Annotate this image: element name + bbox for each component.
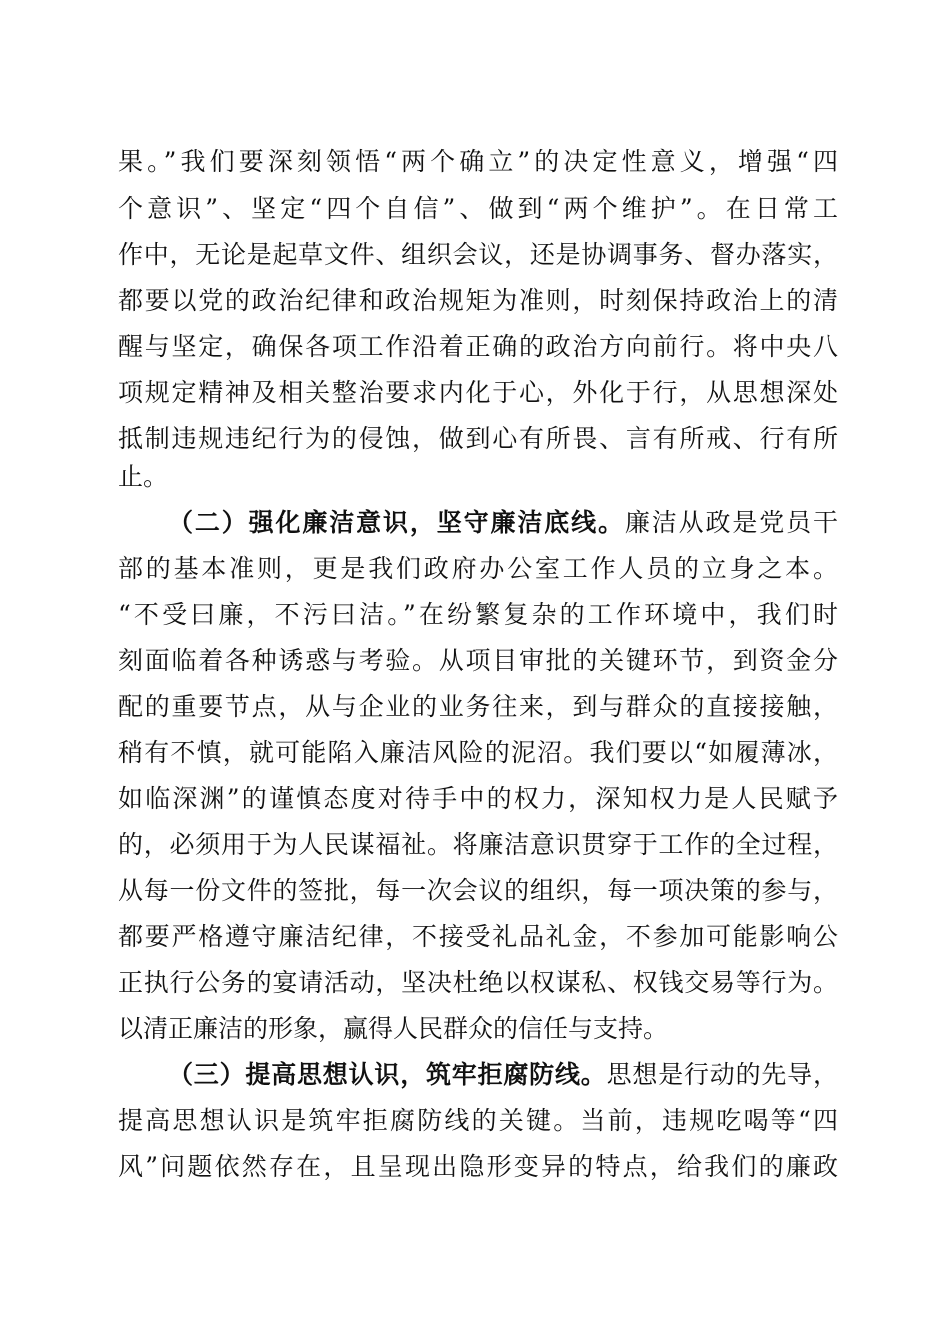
- section-3-first-line-text: 思想是行动的先导，: [606, 1060, 838, 1089]
- paragraph-2-line-2: 部的基本准则，更是我们政府办公室工作人员的立身之本。: [118, 554, 838, 583]
- paragraph-2-line-7: 如临深渊”的谨慎态度对待手中的权力，深知权力是人民赋予: [118, 784, 838, 813]
- paragraph-2-line-3: “不受曰廉，不污曰洁。”在纷繁复杂的工作环境中，我们时: [118, 600, 838, 629]
- paragraph-3-line-3: 风”问题依然存在，且呈现出隐形变异的特点，给我们的廉政: [118, 1152, 838, 1181]
- paragraph-2-line-1: [168, 502, 838, 544]
- paragraph-1-line-8: 止。: [118, 462, 169, 491]
- paragraph-1-line-2: 个意识”、坚定“四个自信”、做到“两个维护”。在日常工: [118, 194, 838, 223]
- paragraph-1-line-4: 都要以党的政治纪律和政治规矩为准则，时刻保持政治上的清: [118, 286, 838, 315]
- paragraph-3-line-2: 提高思想认识是筑牢拒腐防线的关键。当前，违规吃喝等“四: [118, 1106, 838, 1135]
- paragraph-2-line-5: 配的重要节点，从与企业的业务往来，到与群众的直接接触，: [118, 692, 838, 721]
- paragraph-2-line-12: 以清正廉洁的形象，赢得人民群众的信任与支持。: [118, 1014, 669, 1043]
- paragraph-2-line-9: 从每一份文件的签批，每一次会议的组织，每一项决策的参与，: [118, 876, 838, 905]
- section-3-heading: （三）提高思想认识，筑牢拒腐防线。: [168, 1060, 607, 1089]
- section-2-heading: （二）强化廉洁意识，坚守廉洁底线。: [168, 508, 625, 537]
- section-2-first-line-text: 廉洁从政是党员干: [624, 508, 838, 537]
- paragraph-2-line-11: 正执行公务的宴请活动，坚决杜绝以权谋私、权钱交易等行为。: [118, 968, 838, 997]
- paragraph-3-line-1: [168, 1054, 838, 1096]
- paragraph-1-line-5: 醒与坚定，确保各项工作沿着正确的政治方向前行。将中央八: [118, 332, 838, 361]
- paragraph-2-line-8: 的，必须用于为人民谋福祉。将廉洁意识贯穿于工作的全过程，: [118, 830, 838, 859]
- paragraph-1-line-7: 抵制违规违纪行为的侵蚀，做到心有所畏、言有所戒、行有所: [118, 424, 838, 453]
- paragraph-1-line-3: 作中，无论是起草文件、组织会议，还是协调事务、督办落实，: [118, 240, 838, 269]
- paragraph-2-line-6: 稍有不慎，就可能陷入廉洁风险的泥沼。我们要以“如履薄冰，: [118, 738, 838, 767]
- paragraph-2-line-10: 都要严格遵守廉洁纪律，不接受礼品礼金，不参加可能影响公: [118, 922, 838, 951]
- paragraph-1-line-1: 果。”我们要深刻领悟“两个确立”的决定性意义，增强“四: [118, 147, 838, 176]
- paragraph-2-line-4: 刻面临着各种诱惑与考验。从项目审批的关键环节，到资金分: [118, 646, 838, 675]
- paragraph-1-line-6: 项规定精神及相关整治要求内化于心，外化于行，从思想深处: [118, 378, 838, 407]
